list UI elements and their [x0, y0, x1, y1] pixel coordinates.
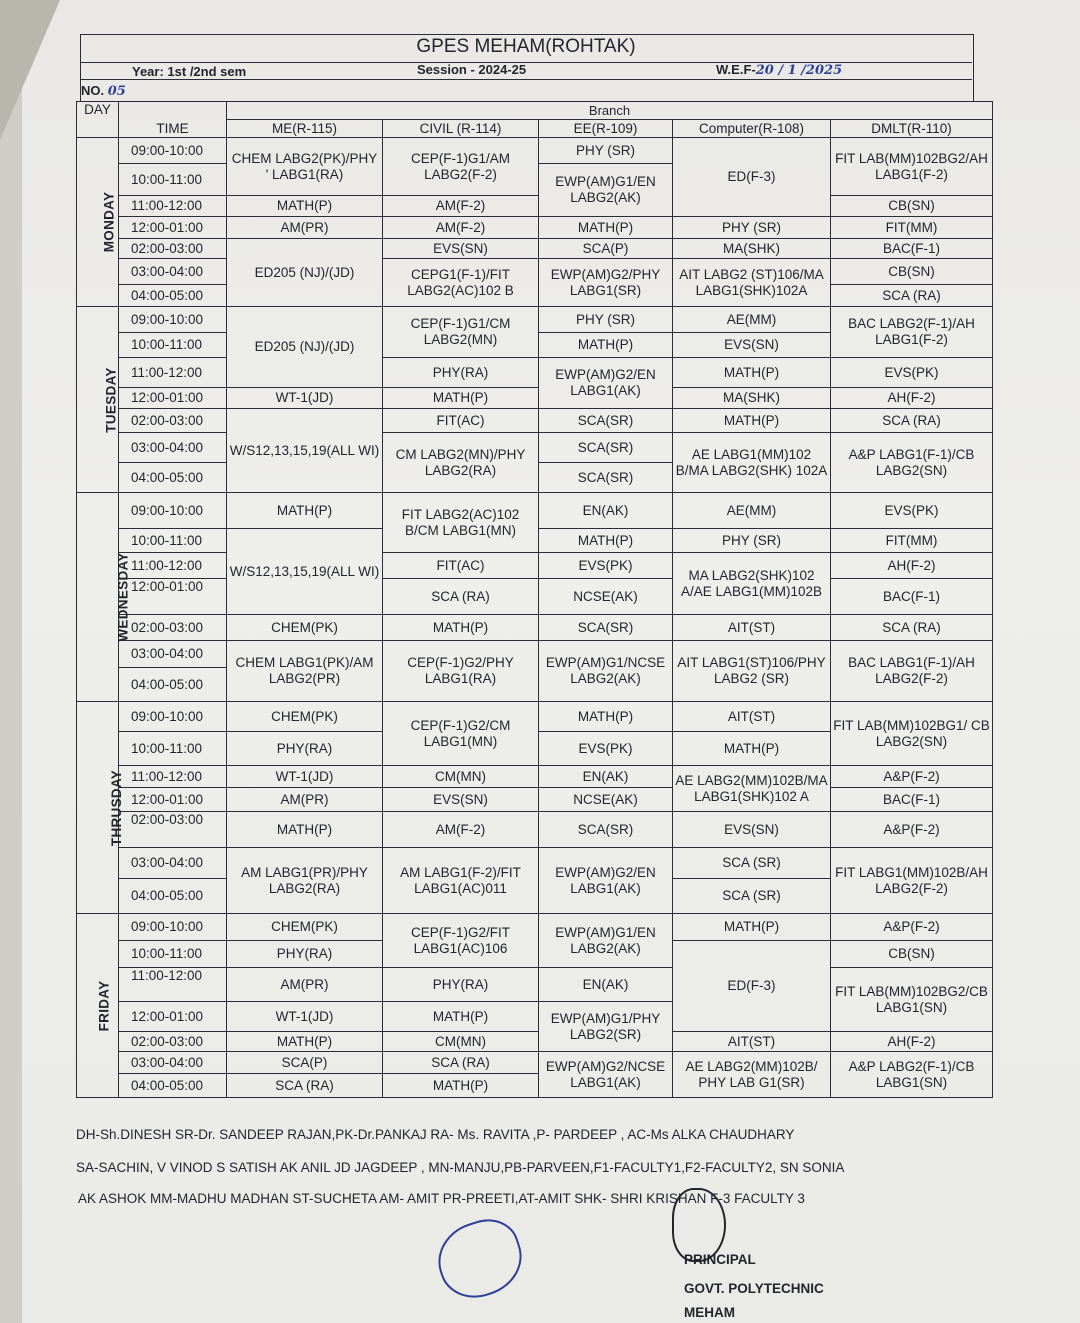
cell-fri-ee: EN(AK) — [539, 968, 673, 1002]
cell-wed-ee: EVS(PK) — [539, 553, 673, 579]
cell-mon-ee: MATH(P) — [539, 217, 673, 239]
cell-mon-me: MATH(P) — [227, 196, 383, 217]
institute-title: GPES MEHAM(ROHTAK) — [80, 34, 972, 63]
cell-wed-ee: EWP(AM)G1/NCSE LABG2(AK) — [539, 641, 673, 702]
principal-label: PRINCIPAL — [684, 1252, 756, 1267]
cell-thu-dmlt: A&P(F-2) — [831, 812, 993, 848]
cell-mon-comp: AIT LABG2 (ST)106/MA LABG1(SHK)102A — [673, 259, 831, 307]
cell-thu-me: AM(PR) — [227, 788, 383, 812]
cell-tue-ee: EWP(AM)G2/EN LABG1(AK) — [539, 358, 673, 409]
column-dmlt: DMLT(R-110) — [831, 120, 993, 138]
cell-thu-dmlt: A&P(F-2) — [831, 766, 993, 788]
session-label: Session - 2024-25 — [417, 62, 527, 77]
time-slot: 12:00-01:00 — [119, 788, 227, 812]
cell-fri-me: MATH(P) — [227, 1032, 383, 1052]
cell-mon-me: ED205 (NJ)/(JD) — [227, 239, 383, 307]
cell-fri-me: PHY(RA) — [227, 941, 383, 968]
cell-wed-comp: AE(MM) — [673, 493, 831, 529]
time-slot: 10:00-11:00 — [119, 333, 227, 358]
cell-fri-civil: SCA (RA) — [383, 1052, 539, 1074]
cell-wed-civil: FIT LABG2(AC)102 B/CM LABG1(MN) — [383, 493, 539, 553]
wef-label — [716, 62, 842, 78]
cell-fri-dmlt: A&P LABG2(F-1)/CB LABG1(SN) — [831, 1052, 993, 1098]
cell-tue-ee: PHY (SR) — [539, 307, 673, 333]
cell-thu-ee: MATH(P) — [539, 702, 673, 732]
time-slot: 09:00-10:00 — [119, 307, 227, 333]
cell-fri-me: SCA(P) — [227, 1052, 383, 1074]
time-slot: 11:00-12:00 — [119, 358, 227, 388]
cell-wed-ee: SCA(SR) — [539, 615, 673, 641]
cell-fri-dmlt: A&P(F-2) — [831, 914, 993, 941]
no-label: NO. — [81, 83, 105, 98]
cell-fri-civil: MATH(P) — [383, 1002, 539, 1032]
time-slot: 02:00-03:00 — [119, 812, 227, 848]
cell-wed-ee: MATH(P) — [539, 529, 673, 553]
cell-fri-me: SCA (RA) — [227, 1074, 383, 1098]
cell-fri-me: WT-1(JD) — [227, 1002, 383, 1032]
cell-mon-civil: AM(F-2) — [383, 217, 539, 239]
column-me: ME(R-115) — [227, 120, 383, 138]
cell-wed-dmlt: AH(F-2) — [831, 553, 993, 579]
time-slot: 11:00-12:00 — [119, 968, 227, 1002]
cell-thu-civil: AM LABG1(F-2)/FIT LABG1(AC)011 — [383, 848, 539, 914]
cell-thu-civil: CM(MN) — [383, 766, 539, 788]
cell-tue-ee: SCA(SR) — [539, 409, 673, 433]
time-slot: 02:00-03:00 — [119, 409, 227, 433]
cell-fri-me: CHEM(PK) — [227, 914, 383, 941]
cell-mon-ee: EWP(AM)G1/EN LABG2(AK) — [539, 164, 673, 217]
time-slot: 04:00-05:00 — [119, 1074, 227, 1098]
cell-tue-comp: MATH(P) — [673, 409, 831, 433]
cell-mon-me: CHEM LABG2(PK)/PHY ' LABG1(RA) — [227, 138, 383, 196]
cell-thu-comp: MATH(P) — [673, 732, 831, 766]
cell-mon-dmlt: FIT LAB(MM)102BG2/AH LABG1(F-2) — [831, 138, 993, 196]
cell-mon-civil: EVS(SN) — [383, 239, 539, 259]
cell-mon-dmlt: CB(SN) — [831, 259, 993, 285]
time-slot: 12:00-01:00 — [119, 579, 227, 615]
cell-mon-ee: PHY (SR) — [539, 138, 673, 164]
time-slot: 12:00-01:00 — [119, 388, 227, 409]
cell-thu-ee: EN(AK) — [539, 766, 673, 788]
cell-wed-dmlt: SCA (RA) — [831, 615, 993, 641]
cell-thu-comp: AIT(ST) — [673, 702, 831, 732]
time-slot: 02:00-03:00 — [119, 615, 227, 641]
time-slot: 11:00-12:00 — [119, 196, 227, 217]
cell-thu-me: CHEM(PK) — [227, 702, 383, 732]
cell-fri-civil: CEP(F-1)G2/FIT LABG1(AC)106 — [383, 914, 539, 968]
cell-wed-civil: CEP(F-1)G2/PHY LABG1(RA) — [383, 641, 539, 702]
cell-tue-dmlt: SCA (RA) — [831, 409, 993, 433]
cell-mon-dmlt: CB(SN) — [831, 196, 993, 217]
cell-fri-comp: MATH(P) — [673, 914, 831, 941]
day-header: DAY — [77, 102, 119, 138]
column-computer: Computer(R-108) — [673, 120, 831, 138]
time-slot: 03:00-04:00 — [119, 259, 227, 285]
faculty-legend-line-2: SA-SACHIN, V VINOD S SATISH AK ANIL JD JAGDEEP , MN-MANJU,PB-PARVEEN,F1-FACULTY1,F2-FACULTY2, SN SONIA — [76, 1160, 845, 1175]
cell-fri-ee: EWP(AM)G2/NCSE LABG1(AK) — [539, 1052, 673, 1098]
cell-fri-civil: CM(MN) — [383, 1032, 539, 1052]
cell-tue-civil: CEP(F-1)G1/CM LABG2(MN) — [383, 307, 539, 358]
cell-mon-dmlt: SCA (RA) — [831, 285, 993, 307]
cell-fri-civil: MATH(P) — [383, 1074, 539, 1098]
time-slot: 02:00-03:00 — [119, 239, 227, 259]
cell-thu-ee: NCSE(AK) — [539, 788, 673, 812]
time-slot: 11:00-12:00 — [119, 766, 227, 788]
cell-thu-comp: EVS(SN) — [673, 812, 831, 848]
day-thursday: THRUSDAY — [77, 702, 119, 914]
cell-thu-me: WT-1(JD) — [227, 766, 383, 788]
cell-thu-me: MATH(P) — [227, 812, 383, 848]
cell-thu-civil: CEP(F-1)G2/CM LABG1(MN) — [383, 702, 539, 766]
cell-tue-comp: MA(SHK) — [673, 388, 831, 409]
cell-wed-dmlt: BAC LABG1(F-1)/AH LABG2(F-2) — [831, 641, 993, 702]
time-slot: 03:00-04:00 — [119, 1052, 227, 1074]
cell-tue-dmlt: AH(F-2) — [831, 388, 993, 409]
faculty-legend-line-1: DH-Sh.DINESH SR-Dr. SANDEEP RAJAN,PK-Dr.PANKAJ RA- Ms. RAVITA ,P- PARDEEP , AC-Ms ALKA CHAUDHARY — [76, 1127, 795, 1142]
cell-thu-ee: EVS(PK) — [539, 732, 673, 766]
cell-wed-me: CHEM(PK) — [227, 615, 383, 641]
cell-mon-ee: EWP(AM)G2/PHY LABG1(SR) — [539, 259, 673, 307]
cell-thu-dmlt: BAC(F-1) — [831, 788, 993, 812]
cell-tue-me: ED205 (NJ)/(JD) — [227, 307, 383, 388]
cell-thu-comp: SCA (SR) — [673, 879, 831, 914]
cell-tue-ee: SCA(SR) — [539, 463, 673, 493]
time-slot: 12:00-01:00 — [119, 1002, 227, 1032]
cell-fri-dmlt: CB(SN) — [831, 941, 993, 968]
time-slot: 03:00-04:00 — [119, 848, 227, 879]
time-slot: 04:00-05:00 — [119, 668, 227, 702]
cell-tue-comp: EVS(SN) — [673, 333, 831, 358]
cell-fri-comp: AIT(ST) — [673, 1032, 831, 1052]
timetable — [76, 101, 993, 1098]
cell-fri-ee: EWP(AM)G1/EN LABG2(AK) — [539, 914, 673, 968]
cell-wed-dmlt: EVS(PK) — [831, 493, 993, 529]
cell-thu-civil: EVS(SN) — [383, 788, 539, 812]
time-slot: 02:00-03:00 — [119, 1032, 227, 1052]
cell-wed-ee: NCSE(AK) — [539, 579, 673, 615]
time-slot: 10:00-11:00 — [119, 164, 227, 196]
cell-tue-comp: AE LABG1(MM)102 B/MA LABG2(SHK) 102A — [673, 433, 831, 493]
cell-mon-me: AM(PR) — [227, 217, 383, 239]
cell-thu-ee: SCA(SR) — [539, 812, 673, 848]
cell-tue-ee: MATH(P) — [539, 333, 673, 358]
time-slot: 11:00-12:00 — [119, 553, 227, 579]
cell-fri-dmlt: AH(F-2) — [831, 1032, 993, 1052]
cell-mon-civil: CEP(F-1)G1/AM LABG2(F-2) — [383, 138, 539, 196]
time-slot: 09:00-10:00 — [119, 138, 227, 164]
wef-prefix: W.E.F- — [716, 62, 756, 77]
cell-wed-ee: EN(AK) — [539, 493, 673, 529]
cell-thu-comp: SCA (SR) — [673, 848, 831, 879]
cell-fri-comp: AE LABG2(MM)102B/ PHY LAB G1(SR) — [673, 1052, 831, 1098]
cell-tue-civil: MATH(P) — [383, 388, 539, 409]
time-slot: 03:00-04:00 — [119, 433, 227, 463]
day-tuesday: TUESDAY — [77, 307, 119, 493]
cell-wed-me: W/S12,13,15,19(ALL WI) — [227, 529, 383, 615]
time-slot: 10:00-11:00 — [119, 941, 227, 968]
cell-wed-comp: AIT(ST) — [673, 615, 831, 641]
year-label: Year: 1st /2nd sem — [132, 64, 247, 79]
cell-mon-dmlt: BAC(F-1) — [831, 239, 993, 259]
no-value: 05 — [107, 84, 126, 99]
cell-thu-me: PHY(RA) — [227, 732, 383, 766]
cell-fri-me: AM(PR) — [227, 968, 383, 1002]
time-header: TIME — [119, 102, 227, 138]
cell-wed-civil: MATH(P) — [383, 615, 539, 641]
branch-header: Branch — [227, 102, 993, 120]
cell-thu-comp: AE LABG2(MM)102B/MA LABG1(SHK)102 A — [673, 766, 831, 812]
cell-mon-ee: SCA(P) — [539, 239, 673, 259]
day-monday: MONDAY — [77, 138, 119, 307]
cell-wed-me: MATH(P) — [227, 493, 383, 529]
cell-wed-dmlt: BAC(F-1) — [831, 579, 993, 615]
column-civil: CIVIL (R-114) — [383, 120, 539, 138]
faculty-legend-line-3: AK ASHOK MM-MADHU MADHAN ST-SUCHETA AM- AMIT PR-PREETI,AT-AMIT SHK- SHRI KRISHAN F-3 FACULTY 3 — [78, 1191, 805, 1206]
cell-tue-civil: PHY(RA) — [383, 358, 539, 388]
institution-name: GOVT. POLYTECHNIC — [684, 1281, 824, 1296]
column-ee: EE(R-109) — [539, 120, 673, 138]
cell-fri-comp: ED(F-3) — [673, 941, 831, 1032]
cell-wed-me: CHEM LABG1(PK)/AM LABG2(PR) — [227, 641, 383, 702]
cell-wed-civil: FIT(AC) — [383, 553, 539, 579]
cell-tue-dmlt: BAC LABG2(F-1)/AH LABG1(F-2) — [831, 307, 993, 358]
page-corner — [0, 0, 60, 140]
time-slot: 04:00-05:00 — [119, 463, 227, 493]
sheet-number — [81, 83, 126, 99]
time-slot: 09:00-10:00 — [119, 702, 227, 732]
cell-tue-civil: CM LABG2(MN)/PHY LABG2(RA) — [383, 433, 539, 493]
cell-wed-dmlt: FIT(MM) — [831, 529, 993, 553]
time-slot: 12:00-01:00 — [119, 217, 227, 239]
wef-date: 20 / 1 /2025 — [755, 63, 843, 78]
cell-tue-civil: FIT(AC) — [383, 409, 539, 433]
cell-mon-comp: MA(SHK) — [673, 239, 831, 259]
cell-fri-dmlt: FIT LAB(MM)102BG2/CB LABG1(SN) — [831, 968, 993, 1032]
cell-mon-comp: PHY (SR) — [673, 217, 831, 239]
cell-wed-civil: SCA (RA) — [383, 579, 539, 615]
cell-thu-dmlt: FIT LABG1(MM)102B/AH LABG2(F-2) — [831, 848, 993, 914]
cell-wed-comp: MA LABG2(SHK)102 A/AE LABG1(MM)102B — [673, 553, 831, 615]
cell-tue-comp: AE(MM) — [673, 307, 831, 333]
day-wednesday: WEDNESDAY — [77, 493, 119, 702]
time-slot: 03:00-04:00 — [119, 641, 227, 668]
cell-mon-comp: ED(F-3) — [673, 138, 831, 217]
cell-thu-me: AM LABG1(PR)/PHY LABG2(RA) — [227, 848, 383, 914]
cell-tue-dmlt: EVS(PK) — [831, 358, 993, 388]
cell-mon-dmlt: FIT(MM) — [831, 217, 993, 239]
time-slot: 09:00-10:00 — [119, 493, 227, 529]
cell-thu-civil: AM(F-2) — [383, 812, 539, 848]
cell-wed-comp: AIT LABG1(ST)106/PHY LABG2 (SR) — [673, 641, 831, 702]
cell-tue-ee: SCA(SR) — [539, 433, 673, 463]
cell-wed-comp: PHY (SR) — [673, 529, 831, 553]
time-slot: 09:00-10:00 — [119, 914, 227, 941]
time-slot: 04:00-05:00 — [119, 285, 227, 307]
header-divider — [80, 79, 972, 80]
cell-tue-me: W/S12,13,15,19(ALL WI) — [227, 409, 383, 493]
cell-fri-ee: EWP(AM)G1/PHY LABG2(SR) — [539, 1002, 673, 1052]
cell-fri-civil: PHY(RA) — [383, 968, 539, 1002]
institution-place: MEHAM — [684, 1305, 735, 1320]
cell-thu-dmlt: FIT LAB(MM)102BG1/ CB LABG2(SN) — [831, 702, 993, 766]
time-slot: 04:00-05:00 — [119, 879, 227, 914]
cell-thu-ee: EWP(AM)G2/EN LABG1(AK) — [539, 848, 673, 914]
time-slot: 10:00-11:00 — [119, 732, 227, 766]
cell-tue-comp: MATH(P) — [673, 358, 831, 388]
cell-tue-me: WT-1(JD) — [227, 388, 383, 409]
cell-mon-civil: AM(F-2) — [383, 196, 539, 217]
cell-mon-civil: CEPG1(F-1)/FIT LABG2(AC)102 B — [383, 259, 539, 307]
time-slot: 10:00-11:00 — [119, 529, 227, 553]
cell-tue-dmlt: A&P LABG1(F-1)/CB LABG2(SN) — [831, 433, 993, 493]
principal-signature — [672, 1188, 726, 1262]
day-friday: FRIDAY — [77, 914, 119, 1098]
